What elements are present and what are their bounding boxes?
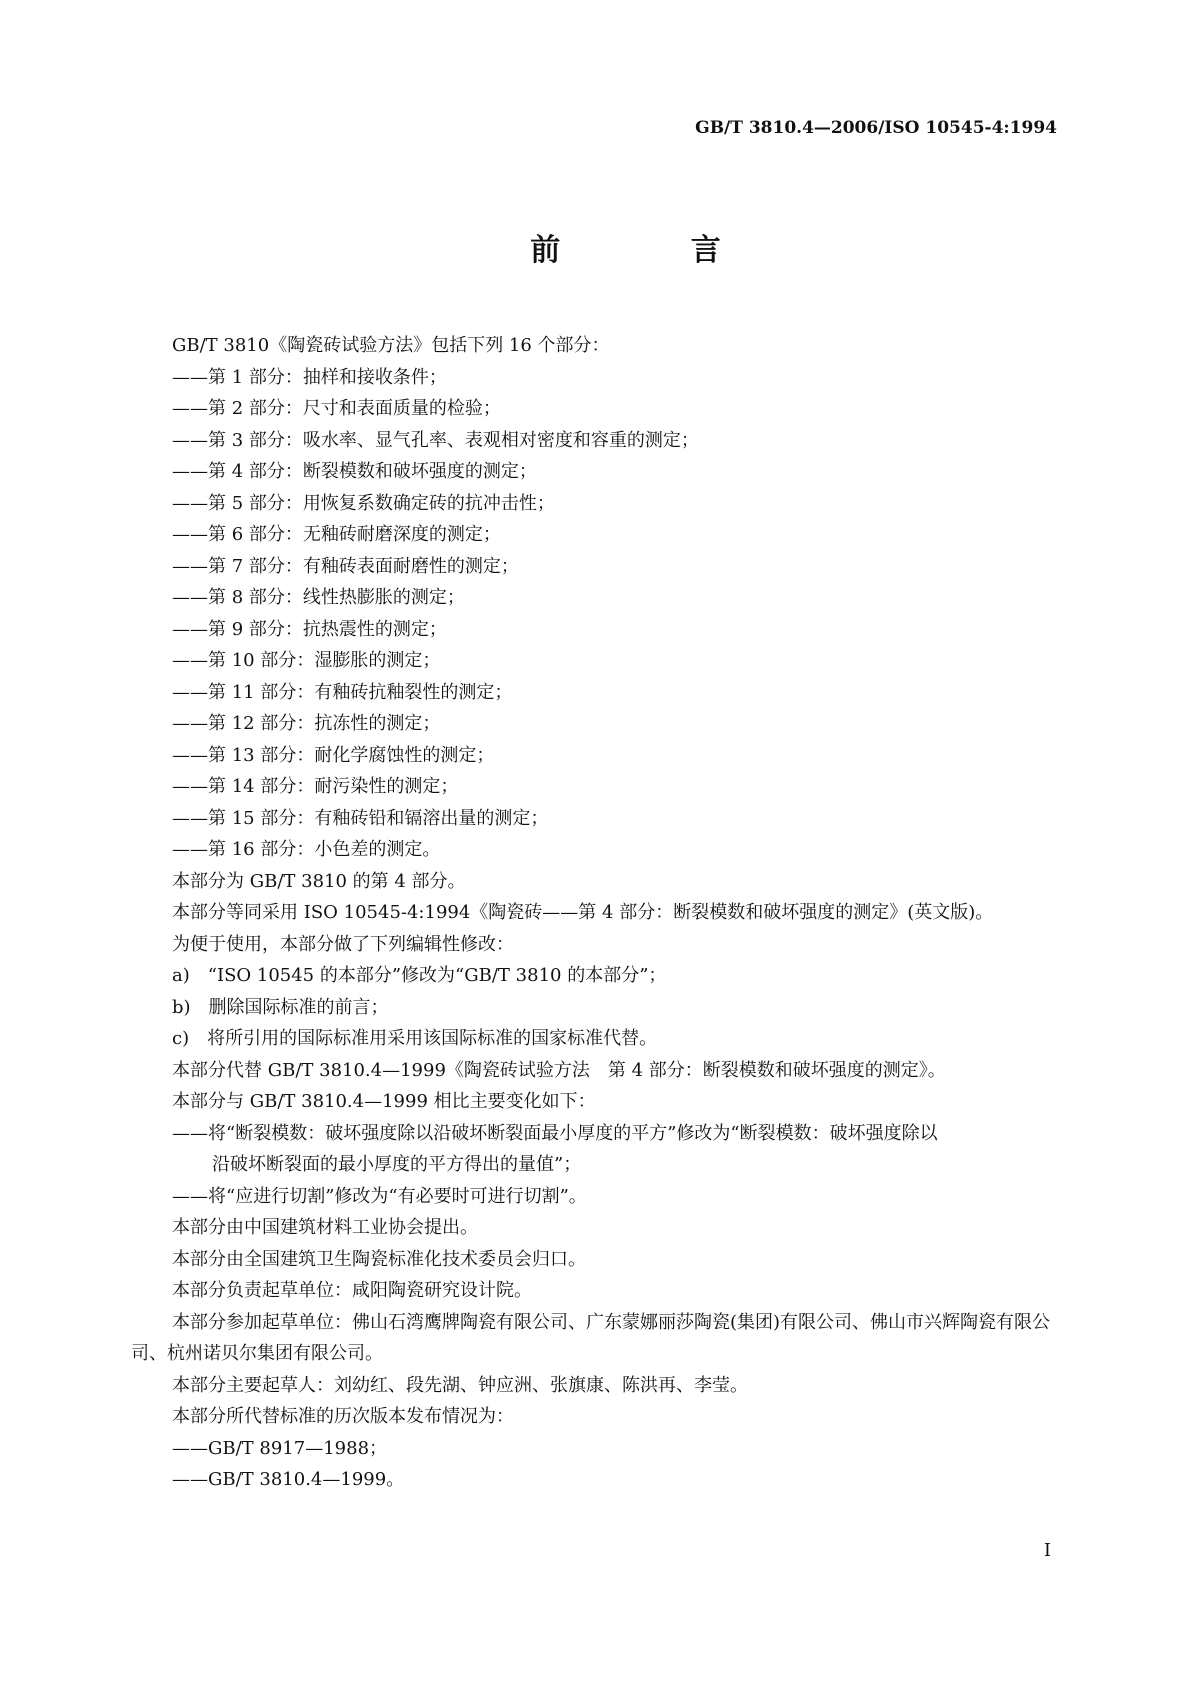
- paragraph-history-intro: 本部分所代替标准的历次版本发布情况为：: [172, 1406, 514, 1427]
- intro-paragraph: GB/T 3810《陶瓷砖试验方法》包括下列 16 个部分：: [172, 335, 610, 356]
- part-item: ——第 6 部分：无釉砖耐磨深度的测定；: [172, 524, 501, 545]
- document-body: [131, 330, 1058, 1496]
- paragraph-drafting-unit: 本部分负责起草单位：咸阳陶瓷研究设计院。: [172, 1280, 532, 1301]
- edit-item: b) 删除国际标准的前言；: [172, 996, 389, 1018]
- part-item: ——第 12 部分：抗冻性的测定；: [172, 713, 441, 734]
- part-item: ——第 10 部分：湿膨胀的测定；: [172, 650, 441, 671]
- paragraph-drafters: 本部分主要起草人：刘幼红、段先湖、钟应洲、张旗康、陈洪再、李莹。: [172, 1374, 748, 1396]
- edit-item: a) “ISO 10545 的本部分”修改为“GB/T 3810 的本部分”；: [172, 965, 667, 986]
- part-item: ——第 1 部分：抽样和接收条件；: [172, 366, 447, 388]
- paragraph-proposer: 本部分由中国建筑材料工业协会提出。: [172, 1217, 478, 1238]
- document-header: GB/T 3810.4—2006/ISO 10545-4:1994: [695, 118, 1057, 138]
- paragraph-adoption: 本部分等同采用 ISO 10545-4:1994《陶瓷砖——第 4 部分：断裂模数和破坏强度的测定》(英文版)。: [172, 902, 994, 923]
- part-item: ——第 11 部分：有釉砖抗釉裂性的测定；: [172, 681, 513, 703]
- paragraph-participating-units: 本部分参加起草单位：佛山石湾鹰牌陶瓷有限公司、广东蒙娜丽莎陶瓷(集团)有限公司、佛山市兴辉陶瓷有限公司、杭州诺贝尔集团有限公司。: [131, 1311, 1051, 1364]
- change-item: ——将“断裂模数：破坏强度除以沿破坏断裂面最小厚度的平方”修改为“断裂模数：破坏强度除以: [172, 1122, 938, 1144]
- part-item: ——第 8 部分：线性热膨胀的测定；: [172, 587, 465, 608]
- history-item: ——GB/T 3810.4—1999。: [172, 1469, 405, 1490]
- part-item: ——第 5 部分：用恢复系数确定砖的抗冲击性；: [172, 492, 555, 514]
- paragraph-edits-intro: 为便于使用，本部分做了下列编辑性修改：: [172, 933, 514, 955]
- paragraph-committee: 本部分由全国建筑卫生陶瓷标准化技术委员会归口。: [172, 1248, 586, 1270]
- change-item: ——将“应进行切割”修改为“有必要时可进行切割”。: [172, 1185, 587, 1207]
- part-item: ——第 15 部分：有釉砖铅和镉溶出量的测定；: [172, 807, 549, 829]
- paragraph-changes-intro: 本部分与 GB/T 3810.4—1999 相比主要变化如下：: [172, 1091, 596, 1112]
- page-number: I: [1043, 1540, 1051, 1561]
- part-item: ——第 7 部分：有釉砖表面耐磨性的测定；: [172, 555, 519, 577]
- history-item: ——GB/T 8917—1988；: [172, 1437, 388, 1459]
- part-item: ——第 2 部分：尺寸和表面质量的检验；: [172, 398, 501, 419]
- paragraph-part-number: 本部分为 GB/T 3810 的第 4 部分。: [172, 870, 466, 892]
- part-item: ——第 3 部分：吸水率、显气孔率、表观相对密度和容重的测定；: [172, 429, 699, 451]
- part-item: ——第 14 部分：耐污染性的测定；: [172, 776, 459, 797]
- edit-item: c) 将所引用的国际标准用采用该国际标准的国家标准代替。: [172, 1028, 658, 1049]
- part-item: ——第 9 部分：抗热震性的测定；: [172, 618, 447, 640]
- page-title: 前 言: [530, 233, 781, 268]
- paragraph-replaces: 本部分代替 GB/T 3810.4—1999《陶瓷砖试验方法 第 4 部分：断裂模数和破坏强度的测定》。: [172, 1059, 946, 1081]
- part-item: ——第 16 部分：小色差的测定。: [172, 839, 441, 860]
- change-item-continuation: 沿破坏断裂面的最小厚度的平方得出的量值”；: [212, 1154, 582, 1175]
- part-item: ——第 4 部分：断裂模数和破坏强度的测定；: [172, 461, 537, 482]
- part-item: ——第 13 部分：耐化学腐蚀性的测定；: [172, 744, 495, 766]
